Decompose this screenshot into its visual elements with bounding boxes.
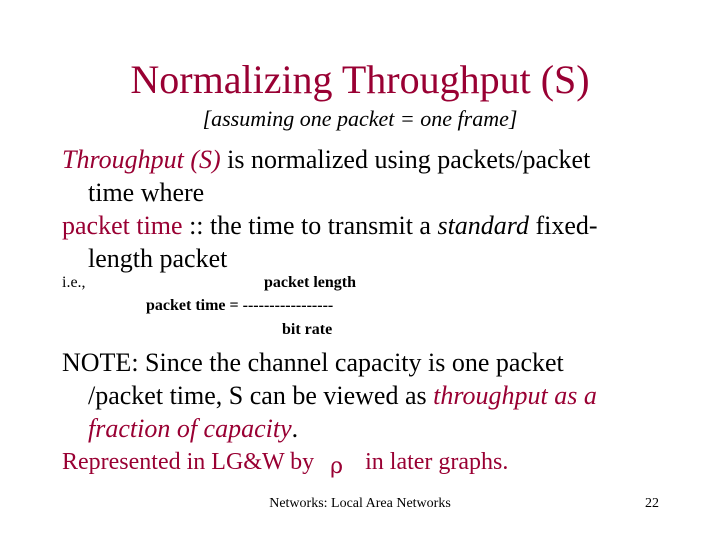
represented-line bbox=[62, 446, 508, 479]
represented-prefix: Represented in LG&W by bbox=[62, 449, 315, 475]
formula-lhs: packet time = ----------------- bbox=[146, 297, 334, 314]
note-line2 bbox=[62, 379, 597, 412]
throughput-rest: is normalized using packets/packet bbox=[220, 145, 591, 174]
note-line3 bbox=[62, 412, 597, 445]
page-number: 22 bbox=[645, 496, 659, 511]
packet-time-tail: fixed- bbox=[528, 211, 598, 240]
slide-footer: Networks: Local Area Networks bbox=[269, 496, 451, 511]
note-line2-emphasis: throughput as a bbox=[433, 381, 597, 410]
note-line1: NOTE: Since the channel capacity is one packet bbox=[62, 348, 564, 377]
paragraph-packet-time-line2: length packet bbox=[88, 244, 228, 273]
note-line3-tail: . bbox=[291, 414, 299, 443]
slide-subtitle bbox=[0, 106, 720, 132]
rho-symbol: ρ bbox=[330, 454, 344, 479]
paragraph-throughput-line1 bbox=[62, 143, 590, 176]
packet-time-mid: :: the time to transmit a bbox=[182, 211, 438, 240]
packet-time-term: packet time bbox=[62, 211, 183, 240]
paragraph-packet-time-line1 bbox=[62, 209, 598, 242]
note-line2-plain: /packet time, S can be viewed as bbox=[88, 381, 434, 410]
paragraph-packet-time bbox=[62, 209, 598, 275]
slide-title: Normalizing Throughput (S) bbox=[130, 57, 590, 102]
subtitle-text: [assuming one packet = one frame] bbox=[202, 106, 518, 131]
formula-ie-label: i.e., bbox=[62, 274, 86, 291]
represented-suffix: in later graphs. bbox=[365, 449, 509, 475]
standard-emphasis: standard bbox=[437, 211, 529, 240]
paragraph-throughput bbox=[62, 143, 590, 209]
formula-denominator: bit rate bbox=[282, 321, 333, 338]
paragraph-throughput-line2: time where bbox=[88, 178, 205, 207]
formula-numerator: packet length bbox=[264, 274, 356, 291]
note-line3-emphasis: fraction of capacity bbox=[88, 414, 292, 443]
paragraph-note bbox=[62, 346, 597, 445]
throughput-term: Throughput (S) bbox=[62, 145, 221, 174]
